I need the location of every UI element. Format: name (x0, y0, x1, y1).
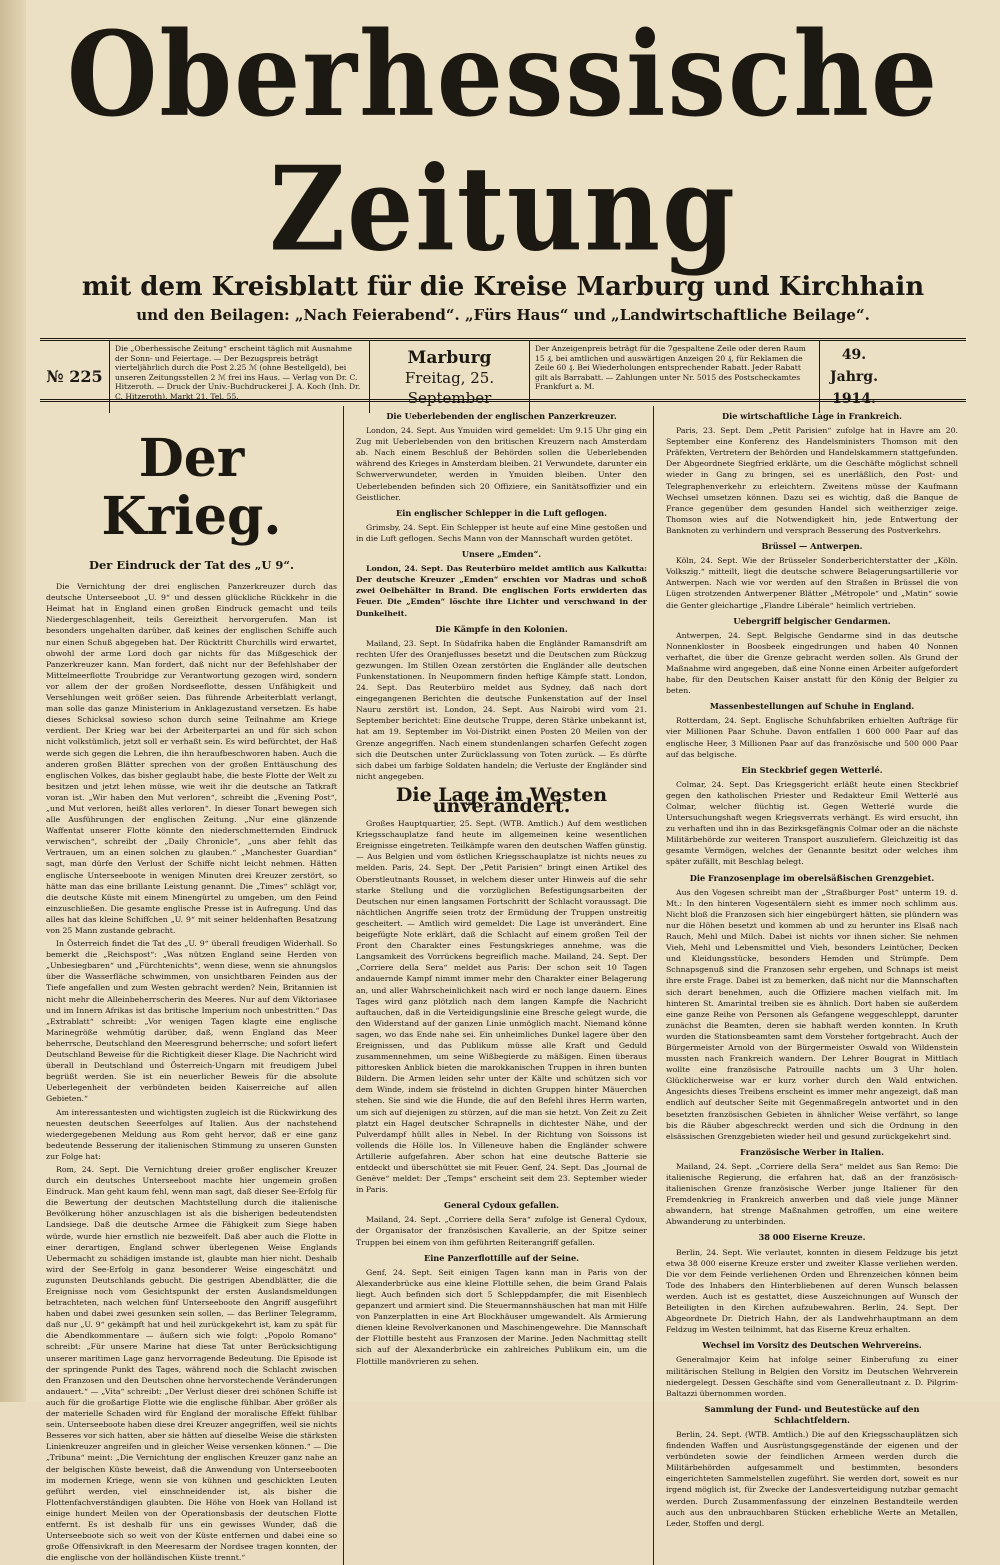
section-heading: Die Franzosenplage im oberelsäßischen Grenzgebiet. (689, 872, 935, 883)
section-text: Mailand, 23. Sept. In Südafrika haben die Engländer Ramansdrift am rechten Ufer des Oranjeflusses besetzt und die Deutschen zum Rückzug gezwungen. Im Stillen Ozean zerstörten die Engländer alle deutschen Funkenstationen. In Neupommern finden heftige Kämpfe statt. London, 24. Sept. Das Reuterbüro meldet aus Sydney, daß nach dort eingegangenen Berichten die deutsche Funkenstation auf der Insel Nauru zerstört ist. London, 24. Sept. Aus Nairobi wird vom 21. September berichtet: Eine deutsche Truppe, deren Stärke unbekannt ist, hat am 19. September im Voi-Distrikt einen Posten 20 Meilen von der Grenze angegriffen. Nach einem stundenlangen scharfen Gefecht zogen sich die Deutschen unter Zurücklassung von Toten zurück. — Es dürfte sich dabei um farbige Soldaten handeln; die Verluste der Engländer sind nicht angegeben. (356, 638, 647, 781)
issue-info-bar (40, 338, 966, 407)
section-heading: Massenbestellungen auf Schuhe in England. (709, 701, 915, 712)
section-heading: Ein englischer Schlepper in die Luft geflogen. (396, 507, 607, 518)
section-heading: Brüssel — Antwerpen. (761, 541, 863, 552)
section-heading: Die wirtschaftliche Lage in Frankreich. (722, 411, 902, 421)
section-heading: Französische Werber in Italien. (740, 1146, 884, 1157)
section-heading: Unsere „Emden“. (461, 549, 542, 560)
section-heading: Wechsel im Vorsitz des Deutschen Wehrvereins. (702, 1340, 922, 1351)
section-text: Berlin, 24. Sept. (WTB. Amtlich.) Die auf den Kriegsschauplätzen sich findenden Waffen und Ausrüstungsgegenstände der eigenen und der verbündeten sowie der feindlichen Armeen werden durch die Militärbehörden aufgesammelt und bestimmten, besonders eingerichteten Sammelstellen zugeführt. Sie werden dort, soweit es nur irgend möglich ist, für Zwecke der Landesverteidigung nutzbar gemacht werden. Durch Zusammenfassung der einzelnen Bestandteile werden auch aus den unbrauchbaren Stücken erhebliche Werte an Metallen, Leder, Stoffen und dergl. (666, 1429, 958, 1528)
article-paragraph: Rom, 24. Sept. Die Vernichtung dreier großer englischer Kreuzer durch ein deutsches Unterseeboot machte hier ungemein großen Eindruck. Man geht kaum fehl, wenn man sagt, daß dieser See-Erfolg für die Bewertung der deutschen Machtstellung durch die italienische Bevölkerung höher anzuschlagen ist als die bisherigen bedeutendsten Landsiege. Daß die deutsche Armee die Fähigkeit zum Siege haben würde, wurde hier ernstlich nie bezweifelt. Daß aber auch die Flotte in einer derartigen, England schwer überlegenen Weise Englands Uebermacht zu schädigen imstande ist, glaubte man hier nicht. Deshalb wird der See-Erfolg in ganz besonderer Weise eingeschätzt und zugunsten Deutschlands gebucht. Die gestrigen Abendblätter, die die Ereignisse noch vom Gesichtspunkt der ersten Auslandsmeldungen betrachteten, nach welchen fünf Unterseeboote den Angriff ausgeführt haben und dabei zwei gesunken sein sollen, — das Berliner Telegramm, daß nur „U. 9“ gekämpft hat und heil zurückgekehrt ist, kam zu spät für die Abendkommentare — äußern sich wie folgt: „Popolo Romano“ schreibt: „Für unsere Marine hat diese Tat unter Berücksichtigung unserer maritimen Lage ganz hervorragende Bedeutung. Die Episode ist der springende Punkt des Tages, während noch die Schlacht zwischen den Franzosen und den Deutschen ohne hervorstechende Veränderungen andauert.“ — „Vita“ schreibt: „Der Verlust dieser drei schönen Schiffe ist auch für die großartige Flotte wie die englische fühlbar. Aber größer als der materielle Schaden wird für England der moralische Effekt fühlbar sein. Unterseeboote haben diese drei Kreuzer angegriffen, weil sie nichts Besseres vor sich hatten, aber sie hätten auf dieselbe Weise die stärksten Linienkreuzer angreifen und in gleicher Weise versenken können.“ — Die „Tribuna“ meint: „Die Vernichtung der englischen Kreuzer ganz nahe an der belgischen Küste beweist, daß die Anwendung von Unterseebooten im modernen Kriege, wenn sie von kühnen und geschickten Leuten geführt werden, viel einschneidender ist, als bisher die Flottenfachverständigen glaubten. Die Höhe von Hoek van Holland ist einige hundert Meilen von der Operationsbasis der deutschen Flotte entfernt. Es ist deshalb für uns ein gewisses Wunder, daß die Unterseeboote sich so weit von der Küste entfernen und dabei eine so große Offensivkraft in den Meeresarm der Nordsee tragen konnten, der die englische von der holländischen Küste trennt.“ (46, 1164, 337, 1563)
article-columns (40, 406, 966, 1563)
page-fold-shadow (0, 0, 26, 1402)
article-paragraph: Am interessantesten und wichtigsten zugleich ist die Rückwirkung des neuesten deutschen Seeerfolges auf Italien. Aus der nachstehend wiedergegebenen Meldung aus Rom geht hervor, daß er eine ganz bedeutende Besserung der italienischen Stimmung zu unseren Gunsten zur Folge hat: (46, 1107, 337, 1161)
article-kicker: Der Eindruck der Tat des „U 9“. (88, 558, 295, 572)
section-text: Mailand, 24. Sept. „Corriere della Sera“ zufolge ist General Cydoux, der Organisator der französischen Kavallerie, an der Spitze seiner Truppen bei einem von ihm geführten Reiterangriff gefallen. (356, 1215, 647, 1247)
masthead-subtitle: mit dem Kreisblatt für die Kreise Marburg und Kirchhain (81, 272, 925, 302)
section-text: Genf, 24. Sept. Seit einigen Tagen kann man in Paris von der Alexanderbrücke aus eine kleine Flottille sehen, die beim Grand Palais liegt. Auch befinden sich dort 5 Schleppdampfer, die mit Eisenblech gepanzert und armiert sind. Die Steuermannshäuschen hat man mit Hilfe von Panzerplatten in eine Art Blockhäuser umgewandelt. Als Armierung dienen kleine Revolverkanonen und Maschinengewehre. Die Mannschaft der Flottille besteht aus Franzosen der Marine. Jeden Nachmittag stellt sich auf der Alexanderbrücke ein zahlreiches Publikum ein, um die Flottille manövrieren zu sehen. (356, 1267, 647, 1366)
section-text: Rotterdam, 24. Sept. Englische Schuhfabriken erhielten Aufträge für vier Millionen Paar Schuhe. Davon entfallen 1 600 000 Paar auf das englische Heer, 3 Millionen Paar auf das französische und 500 000 Paar auf das belgische. (666, 716, 958, 759)
newspaper-title: Oberhessische Zeitung (66, 5, 940, 278)
column-3 (660, 406, 964, 1565)
section-heading: General Cydoux gefallen. (443, 1200, 560, 1211)
volume-year-box (820, 341, 888, 413)
section-text: Köln, 24. Sept. Wie der Brüsseler Sonderberichterstatter der „Köln. Volkszig.“ mitteilt, liegt die deutsche schwere Belagerungsartillerie vor Antwerpen. Nach wie vor werden auf den Straßen in Brüssel die von Lügen strotzenden Antwerpener Blätter „Métropole“ und „Matin“ sowie die Genter gleichartige „Flandre Libérale“ heimlich vertrieben. (666, 556, 958, 610)
column-2 (350, 406, 654, 1565)
section-text: Berlin, 24. Sept. Wie verlautet, konnten in diesem Feldzuge bis jetzt etwa 38 000 eiserne Kreuze erster und zweiter Klasse verliehen werden. Die vor dem Feinde verliehenen Orden und Ehrenzeichen können beim Tode des Inhabers den Hinterbliebenen auf deren Wunsch belassen werden. Auch ist es gestattet, diese Auszeichnungen auf Wunsch der Beteiligten in den Kirchen aufzubewahren. Berlin, 24. Sept. Der Abgeordnete Dr. Dietrich Hahn, der als Landwehrhauptmann an dem Feldzug im Westen teilnimmt, hat das Eiserne Kreuz erhalten. (666, 1247, 958, 1335)
city: Marburg (407, 348, 492, 368)
section-heading: Eine Panzerflottille auf der Seine. (423, 1252, 580, 1263)
volume: 49. Jahrg. (830, 347, 878, 385)
section-heading-large: Die Lage im Westen unverändert. (395, 783, 608, 817)
section-heading: Die Ueberlebenden der englischen Panzerkreuzer. (386, 411, 617, 421)
section-text: Grimsby, 24. Sept. Ein Schlepper ist heute auf eine Mine gestoßen und in die Luft geflogen. Sechs Mann von der Mannschaft wurden getötet. (356, 522, 647, 543)
masthead-supplements: und den Beilagen: „Nach Feierabend“. „Fürs Haus“ und „Landwirtschaftliche Beilage“. (136, 306, 870, 324)
ad-price-note: Der Anzeigenpreis beträgt für die 7gespaltene Zeile oder deren Raum 15 ₰, bei amtlichen und auswärtigen Anzeigen 20 ₰, für Reklamen die Zeile 60 ₰. Bei Wiederholungen entsprechender Rabatt. Jeder Rabatt gilt als Barrabatt. — Zahlungen unter Nr. 5015 des Postscheckamtes Frankfurt a. M. (530, 341, 820, 413)
section-text: Paris, 23. Sept. Dem „Petit Parisien“ zufolge hat in Havre am 20. September eine Konferenz des Handelsministers Thomson mit den Präfekten, Vertretern der Behörden und Handelskammern stattgefunden. Der Abgeordnete Siegfried erklärte, um die Geschäfte möglichst schnell wieder in Gang zu bringen, sei es unerläßlich, den Post- und Telegraphenverkehr zu erleichtern. Zweitens müsse der Kaufmann Wechsel umsetzen können. Dazu sei es wichtig, daß die Banque de France gegenüber dem gesunden Handel sich weitherziger zeige. Thomson wies auf die Notwendigkeit hin, jede Entwertung der Banknoten zu verhindern und versprach Besserung des Postverkehrs. (666, 426, 958, 535)
year: 1914. (832, 391, 876, 407)
section-heading: 38 000 Eiserne Kreuze. (758, 1232, 866, 1243)
publisher-note: Die „Oberhessische Zeitung“ erscheint täglich mit Ausnahme der Sonn- und Feiertage. — Der Bezugspreis beträgt vierteljährlich durch die Post 2.25 ℳ (ohne Bestellgeld), bei unseren Zeitungsstellen 2 ℳ frei ins Haus. — Verlag von Dr. C. Hitzeroth. — Druck der Univ.-Buchdruckerei J. A. Koch (Inh. Dr. C. Hitzeroth). Markt 21. Tel. 55. (110, 341, 370, 413)
place-date-box (370, 341, 530, 413)
section-heading: Die Kämpfe in den Kolonien. (435, 623, 568, 634)
section-text: Großes Hauptquartier, 25. Sept. (WTB. Amtlich.) Auf dem westlichen Kriegsschauplatze fand heute im allgemeinen keine wesentlichen Ereignisse eingetreten. Teilkämpfe waren den deutschen Waffen günstig. — Aus Belgien und vom östlichen Kriegsschauplatze ist nichts neues zu melden. Paris, 24. Sept. Der „Petit Parisien“ bringt einen Artikel des Oberstleutnants Rousset, in welchem dieser unter Hinweis auf die sehr starke Stellung und die vorzüglichen Befestigungsarbeiten der Deutschen nur einen langsamen Fortschritt der Schlacht voraussagt. Die nächtlichen Angriffe seien trotz der Ermüdung der Truppen unstreitig gescheitert. — Amtlich wird gemeldet: Die Lage ist unverändert. Eine beigefügte Note erklärt, daß die Schlacht auf einem großen Teil der Front den Charakter eines Festungskrieges annehme, was die Langsamkeit des Vorrückens begreiflich mache. Mailand, 24. Sept. Der „Corriere della Sera“ meldet aus Paris: Der schon seit 10 Tagen andauernde Kampf nimmt immer mehr den Charakter einer Belagerung an, und aller Wahrscheinlichkeit nach wird er noch lange dauern. Eines Tages wird ganz plötzlich nach dem langen Kampfe die Nachricht auftauchen, daß in die Verteidigungslinie eine Bresche gelegt wurde, die den Widerstand auf der ganzen Linie unmöglich macht. Niemand könne sagen, wo das Ende nahe sei. Ein unheimliches Dunkel lagere über den Ereignissen, und das Publikum müsse alle Kraft und Geduld zusammennehmen, um seine Wißbegierde zu mäßigen. Einen überaus pittoresken Anblick bieten die marokkanischen Truppen in ihren bunten Bildern. Die Armen leiden sehr unter der Kälte und schützen sich vor dem Winde, indem sie fröstelnd in dichten Gruppen hinter Mäuerchen stehen. Sie sind wie die Hunde, die auf den Befehl ihres Herrn warten, um sich auf diejenigen zu stürzen, auf die man sie hetzt. Von Zeit zu Zeit platzt ein Hagel deutscher Schrapnells in dichtester Nähe, und der Pulverdampf hüllt alles in Nebel. In der Richtung von Soissons ist vollends die Hölle los. In Villeneuve haben die Engländer schwere Artillerie aufgefahren. Aber schon hat eine deutsche Batterie sie entdeckt und überschüttet sie mit Feuer. Genf, 24. Sept. Das „Journal de Genève“ meldet: Der „Temps“ erscheint seit dem 23. September wieder in Paris. (356, 819, 647, 1195)
issue-date: Freitag, 25. September (404, 369, 495, 407)
section-heading: Ein Steckbrief gegen Wetterlé. (741, 764, 883, 775)
section-text: London, 24. Sept. Aus Ymuiden wird gemeldet: Um 9.15 Uhr ging ein Zug mit Ueberlebenden von den britischen Kreuzern nach Amsterdam ab. Nach einem Beschluß der Behörden sollen die Ueberlebenden während des Krieges in Amsterdam bleiben. 21 Verwundete, darunter ein Schwerverwundeter, werden in Ymuiden bleiben. Unter den Ueberlebenden befinden sich 20 Offiziere, ein Sanitätsoffizier und ein Geistlicher. (356, 426, 647, 502)
section-heading: Uebergriff belgischer Gendarmen. (733, 615, 891, 626)
column-1 (40, 406, 344, 1565)
section-text: Generalmajor Keim hat infolge seiner Einberufung zu einer militärischen Stellung in Belgien den Vorsitz im Deutschen Wehrverein niedergelegt. Dessen Geschäfte sind vom Generalleutnant z. D. Pilgrim-Baltazzi übernommen worden. (666, 1355, 958, 1398)
section-text: Antwerpen, 24. Sept. Belgische Gendarme sind in das deutsche Nonnenkloster in Boosbeek eingedrungen und haben 40 Nonnen verhaftet, die über die Grenze gebracht werden sollen. Als Grund der Maßnahme wird angegeben, daß eine Nonne einen Arbeiter aufgefordert habe, für den Deutschen Kaiser anstatt für den König der Belgier zu beten. (666, 630, 958, 696)
section-text: Colmar, 24. Sept. Das Kriegsgericht erläßt heute einen Steckbrief gegen den katholischen Priester und Redakteur Emil Wetterlé aus Colmar, welcher flüchtig ist. Gegen Wetterlé wurde die Untersuchungshaft wegen Kriegsverrats verhängt. Es wird ersucht, ihn zu verhaften und ihn in das Bezirksgefängnis Colmar oder an die nächste Militärbehörde zur weiteren Transport auszuliefern. Gleichzeitig ist das gesamte Vermögen, welches der Genannte besitzt oder welches ihm später zufällt, mit Beschlag belegt. (666, 779, 958, 867)
section-text: Aus den Vogesen schreibt man der „Straßburger Post“ unterm 19. d. Mt.: In den hinteren Vogesentälern sieht es immer noch schlimm aus. Nicht bloß die Franzosen sich hier eingebürgert hätten, sie plündern was nur die Höhen besetzt und kommen ab und zu herunter ins Elsaß nach Rauch, Mehl und Milch. Dabei ist nichts vor ihnen sicher. Sie nehmen Vieh, Mehl und Lebensmittel und Vieh, besonders Leintücher, Decken und Kleidungsstücke, besonders Hemden und Strümpfe. Dem Schnapsgenuß sind die Franzosen sehr ergeben, und Schnaps ist meist ihre erste Frage. Dabei ist zu bemerken, daß nicht nur die Mannschaften sich derart benehmen, auch die Offiziere machen vielfach mit. Im hinteren St. Amarintal treiben sie es ähnlich. Dort haben sie außerdem eine ganze Reihe von Personen als Gefangene weggeschleppt, darunter zunächst die Beamten, deren sie habhaft werden konnten. In Kruth wurden die Stationsbeamten samt dem Vorsteher fortgebracht. Auch der Bürgermeister Arnold von der Bürgermeister Oswald von Wildenstein mussten nach Frankreich wandern. Der Lehrer Bougrat in Mittlach wollte eine französische Patrouille nachts um 3 Uhr holen. Glücklicherweise war er kurz vorher durch den Wald entwichen. Angesichts dieses Treibens erscheint es immer mehr angezeigt, daß man endlich auf deutscher Seite mit Gegenmaßregeln antwortet und in den besetzten französischen Gebieten in ähnlicher Weise verfährt, so lange bis die Räuber abgeschreckt werden und sich die Ordnung in den elsässischen Grenzgebieten wieder heil und gesund zurückgekehrt sind. (666, 887, 958, 1141)
section-heading: Sammlung der Fund- und Beutestücke auf den Schlachtfeldern. (704, 1403, 920, 1425)
section-text: London, 24. Sept. Das Reuterbüro meldet amtlich aus Kalkutta: Der deutsche Kreuzer „Emden“ erschien vor Madras und schoß zwei Oelbehälter in Brand. Die englischen Forts erwiderten das Feuer. Die „Emden“ löschte ihre Lichter und verschwand in der Dunkelheit. (356, 564, 647, 618)
main-headline: Der Krieg. (101, 428, 282, 547)
issue-number: № 225 (40, 341, 110, 413)
masthead (40, 0, 966, 324)
article-paragraph: In Österreich findet die Tat des „U. 9“ überall freudigen Widerhall. So bemerkt die „Reichspost“: „Was nützen England seine Herden von „Unbesiegbaren“ und „Fürchtenichts“, wenn diese, wenn sie ahnungslos über die Wasserfläche schwimmen, von unsichtbaren Feinden aus der Tiefe angefallen und zum Westen gebracht werden? Nein, Britannien ist nicht mehr die Alleinbeherrscherin des Meeres. Nur auf dem Viktoriasee und im Innern Afrikas ist das britische Imperium noch unbestritten.“ Das „Extrablatt“ schreibt: „Vor wenigen Tagen klagte eine englische Marinegröße wehmütig darüber, daß, wenn England das Meer beherrsche, Deutschland den Meeresgrund beherrsche; und sofort liefert Deutschland Beweise für die Richtigkeit dieser Klage. Die Nachricht wird überall in Deutschland und Österreich-Ungarn mit freudigem Jubel begrüßt werden. Sie ist ein neuerlicher Beweis für die absolute Ueberlegenheit der verbündeten beiden Kaiserreiche auf allen Gebieten.“ (46, 939, 337, 1104)
article-paragraph: Die Vernichtung der drei englischen Panzerkreuzer durch das deutsche Unterseeboot „U. 9“ und dessen glückliche Rückkehr in die Heimat hat in England einen großen Eindruck gemacht und teils Niedergeschlagenheit, teils Gereiztheit hervorgerufen. Man ist besonders ungehalten darüber, daß keines der englischen Schiffe auch nur einen Schuß abgegeben hat. Der Rücktritt Churchills wird erwartet, obwohl der arme Lord doch gar nichts für das Mißgeschick der Panzerkreuzer kann. Man fordert, daß nicht nur der Befehlshaber der Mittelmeerflotte Troubridge zur Verantwortung gezogen wird, sondern vor allem der der großen Nordseeflotte, dessen Unfähigkeit und Versehlungen weit größer seien. Das führende Arbeiterblatt verlangt, man solle das ganze Ministerium in Anklagezustand versetzen. Es habe dieses Schicksal sowieso schon durch seine Teilnahme am Kriege verdient. Der Krieg war bei der Arbeiterpartei an und für sich schon nicht volkstümlich, jetzt soll er verhaßt sein. Es wird befürchtet, der Haß werde sich gegen die Lehren, die ihn heraufbeschworen haben. Auch die anderen großen Blätter sprechen von der großen Enttäuschung des englischen Volkes, das bisher geglaubt habe, die beste Flotte der Welt zu besitzen und jetzt lehen müsse, wie weit ihr die deutsche an Tatkraft voran ist. „Wir haben den Mut verloren“, schreibt die „Evening Post“, „und Mut verloren, heißt alles verloren“. In dieser Tonart bewegen sich alle Ausführungen der englischen Zeitung. „Nur eine glänzende Waffentat unserer Flotte könnte den niederschmetternden Eindruck verwischen“, schreibt der „Daily Chronicle“, „uns aber fehlt das Vertrauen, um an einen solchen zu glauben.“ „Manchester Guardian“ sagt, man dürfe den Verlust der Schiffe nicht leicht nehmen. Hätten englische Unterseeboote in wenigen Minuten drei Kreuzer zerstört, so hätte man das eine brillante Leistung genannt. Die „Times“ schlägt vor, die deutsche Küste mit einem Minengürtel zu umgeben, um den Feind einzuschließen. Die gesamte englische Presse ist in Aufregung. Und das alles hat das kleine Schiffchen „U. 9“ mit seiner heldenhaften Besatzung von 25 Mann zustande gebracht. (46, 582, 337, 935)
section-text: Mailand, 24. Sept. „Corriere della Sera“ meldet aus San Remo: Die italienische Regierung, die erfahren hat, daß an der französisch-italienischen Grenze französische Werber junge Italiener für den Fremdenkrieg in Frankreich anwerben und daß viele junge Männer abwandern, hat strenge Maßnahmen getroffen, um eine weitere Abwanderung zu unterbinden. (666, 1161, 958, 1227)
